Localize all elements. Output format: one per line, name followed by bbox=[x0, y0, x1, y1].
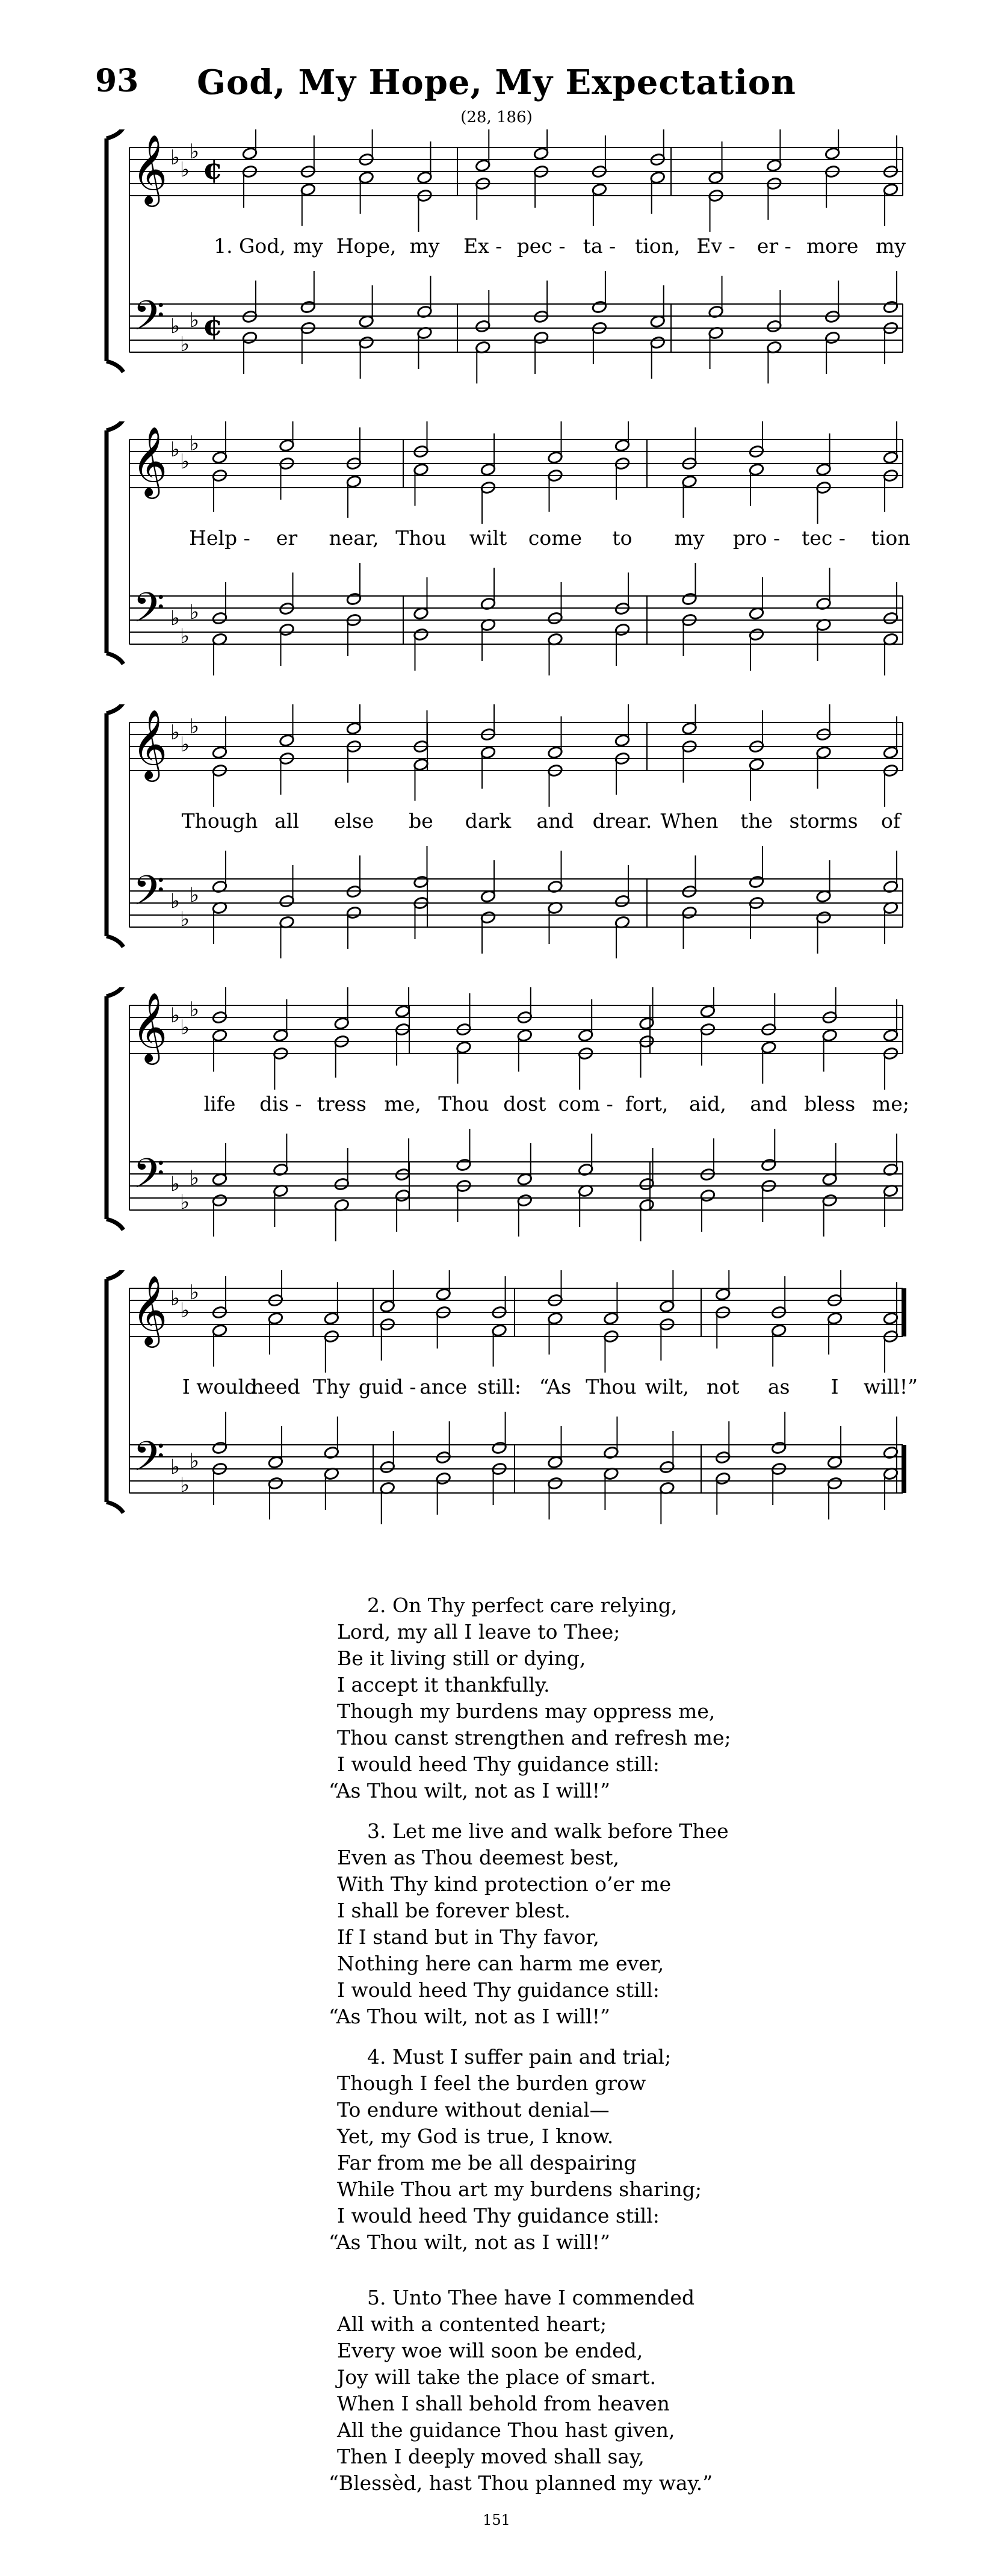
lyric-syllable: Though bbox=[181, 809, 258, 833]
treble-clef-icon: 𝄞 bbox=[132, 709, 168, 779]
bass-clef-icon: 𝄢 bbox=[133, 293, 165, 350]
lyric-syllable: guid - bbox=[358, 1375, 416, 1398]
lyric-syllable: still: bbox=[477, 1375, 522, 1398]
bass-staff bbox=[129, 1445, 903, 1493]
bass-clef-icon: 𝄢 bbox=[133, 585, 165, 642]
lyric-syllable: will!” bbox=[863, 1375, 918, 1398]
lyric-syllable: ta - bbox=[583, 234, 616, 258]
lyric-syllable: Thou bbox=[438, 1092, 489, 1116]
lyric-syllable: er bbox=[276, 526, 298, 550]
svg-text:♭: ♭ bbox=[170, 146, 181, 170]
lyric-syllable: my bbox=[674, 526, 705, 550]
svg-text:♭: ♭ bbox=[170, 438, 181, 462]
verse-line: “Blessèd, hast Thou planned my way.” bbox=[329, 2471, 713, 2495]
hymn-number: 93 bbox=[95, 63, 139, 99]
lyric-syllable: and bbox=[536, 809, 574, 833]
bass-staff bbox=[129, 304, 903, 352]
lyric-syllable: “As bbox=[539, 1375, 572, 1398]
lyric-syllable: wilt bbox=[469, 526, 507, 550]
verse-line: 4. Must I suffer pain and trial; bbox=[367, 2045, 672, 2069]
svg-text:♭: ♭ bbox=[170, 606, 181, 630]
svg-text:♭: ♭ bbox=[190, 1449, 200, 1473]
bass-clef-icon: 𝄢 bbox=[133, 867, 165, 925]
treble-staff bbox=[129, 439, 903, 488]
svg-text:♭: ♭ bbox=[180, 733, 190, 757]
lyric-syllable: me; bbox=[872, 1092, 909, 1116]
verse-line: Thou canst strengthen and refresh me; bbox=[337, 1726, 731, 1749]
verse-line: All with a contented heart; bbox=[337, 2312, 607, 2336]
lyric-syllable: Hope, bbox=[336, 234, 397, 258]
svg-text:♭: ♭ bbox=[180, 907, 190, 931]
verse-line: Be it living still or dying, bbox=[337, 1646, 586, 1670]
verse-line: With Thy kind protection o’er me bbox=[337, 1872, 672, 1896]
lyric-syllable: ance bbox=[419, 1375, 468, 1398]
svg-text:♭: ♭ bbox=[180, 624, 190, 648]
verse-line: Nothing here can harm me ever, bbox=[337, 1952, 664, 1975]
lyric-syllable: tress bbox=[317, 1092, 367, 1116]
lyric-syllable: my bbox=[409, 234, 440, 258]
bass-clef-icon: 𝄢 bbox=[133, 1433, 165, 1491]
verse-block bbox=[329, 2285, 713, 2497]
verse-line: Even as Thou deemest best, bbox=[337, 1846, 620, 1869]
verse-line: I would heed Thy guidance still: bbox=[337, 1752, 660, 1776]
treble-staff bbox=[129, 1288, 903, 1336]
verse-block bbox=[329, 1592, 731, 1804]
verse-line: To endure without denial— bbox=[337, 2098, 610, 2121]
svg-text:♭: ♭ bbox=[180, 1190, 190, 1214]
bass-clef-icon: 𝄢 bbox=[133, 1150, 165, 1208]
lyric-syllable: com - bbox=[558, 1092, 613, 1116]
svg-text:♭: ♭ bbox=[190, 140, 200, 164]
lyric-syllable: Thy bbox=[312, 1375, 350, 1398]
lyric-syllable: heed bbox=[251, 1375, 300, 1398]
lyric-syllable: pec - bbox=[516, 234, 566, 258]
lyric-syllable: tion, bbox=[635, 234, 681, 258]
verse-line: Joy will take the place of smart. bbox=[337, 2365, 656, 2389]
svg-text:♭: ♭ bbox=[170, 721, 181, 745]
system-bracket bbox=[107, 129, 123, 372]
bass-staff bbox=[129, 596, 903, 644]
svg-text:♭: ♭ bbox=[180, 332, 190, 356]
svg-text:♭: ♭ bbox=[180, 450, 190, 474]
lyric-syllable: of bbox=[880, 809, 901, 833]
svg-text:♭: ♭ bbox=[180, 158, 190, 182]
lyric-syllable: 1. God, bbox=[214, 234, 286, 258]
svg-text:♭: ♭ bbox=[190, 308, 200, 332]
verse-line: Every woe will soon be ended, bbox=[337, 2339, 643, 2362]
verse-line: I accept it thankfully. bbox=[337, 1673, 550, 1696]
lyric-syllable: near, bbox=[329, 526, 379, 550]
staff-system bbox=[0, 987, 993, 1267]
svg-text:♭: ♭ bbox=[190, 1280, 200, 1305]
lyric-syllable: wilt, bbox=[645, 1375, 689, 1398]
staff-system bbox=[0, 1270, 993, 1550]
verse-line: When I shall behold from heaven bbox=[337, 2392, 670, 2415]
system-bracket bbox=[107, 1270, 123, 1513]
treble-staff bbox=[129, 1005, 903, 1054]
verse-line: Though I feel the burden grow bbox=[337, 2072, 646, 2095]
treble-clef-icon: 𝄞 bbox=[132, 134, 168, 204]
system-bracket bbox=[107, 421, 123, 664]
hymn-title: God, My Hope, My Expectation bbox=[197, 63, 796, 102]
verse-line: 2. On Thy perfect care relying, bbox=[367, 1594, 678, 1617]
svg-text:♭: ♭ bbox=[170, 1004, 181, 1028]
svg-text:♭: ♭ bbox=[190, 883, 200, 907]
lyric-syllable: and bbox=[750, 1092, 788, 1116]
lyric-syllable: to bbox=[612, 526, 633, 550]
lyric-syllable: dost bbox=[503, 1092, 546, 1116]
staff-system bbox=[0, 704, 993, 984]
lyric-syllable: er - bbox=[756, 234, 791, 258]
lyric-syllable: else bbox=[333, 809, 374, 833]
verse-line: Then I deeply moved shall say, bbox=[337, 2445, 645, 2468]
treble-clef-icon: 𝄞 bbox=[132, 426, 168, 496]
lyric-syllable: come bbox=[528, 526, 583, 550]
lyric-syllable: aid, bbox=[688, 1092, 726, 1116]
verse-line: All the guidance Thou hast given, bbox=[337, 2418, 675, 2442]
lyric-syllable: drear. bbox=[592, 809, 652, 833]
verse-line: If I stand but in Thy favor, bbox=[337, 1925, 599, 1949]
svg-text:♭: ♭ bbox=[180, 1016, 190, 1040]
svg-text:♭: ♭ bbox=[190, 998, 200, 1022]
lyric-syllable: dark bbox=[465, 809, 512, 833]
lyric-line bbox=[189, 526, 910, 550]
verse-line: Far from me be all despairing bbox=[337, 2151, 637, 2174]
verse-block bbox=[329, 2044, 702, 2256]
lyric-syllable: be bbox=[409, 809, 433, 833]
verse-line: Lord, my all I leave to Thee; bbox=[337, 1620, 620, 1643]
svg-text:♭: ♭ bbox=[190, 600, 200, 624]
svg-text:♭: ♭ bbox=[170, 314, 181, 338]
treble-staff bbox=[129, 722, 903, 771]
svg-text:♭: ♭ bbox=[180, 1299, 190, 1323]
lyric-syllable: tion bbox=[871, 526, 911, 550]
lyric-line bbox=[182, 809, 902, 833]
lyric-syllable: Thou bbox=[395, 526, 447, 550]
verse-block bbox=[329, 1818, 729, 2030]
svg-text:♭: ♭ bbox=[180, 1473, 190, 1497]
lyric-syllable: me, bbox=[384, 1092, 421, 1116]
verse-line: While Thou art my burdens sharing; bbox=[337, 2177, 702, 2201]
svg-text:♭: ♭ bbox=[190, 1166, 200, 1190]
tune-meter: (28, 186) bbox=[460, 108, 533, 126]
page-number: 151 bbox=[483, 2512, 510, 2528]
cut-time-icon: ¢ bbox=[203, 309, 223, 343]
verse-line: 5. Unto Thee have I commended bbox=[367, 2286, 695, 2309]
lyric-syllable: I would bbox=[182, 1375, 258, 1398]
lyric-syllable: pro - bbox=[732, 526, 781, 550]
lyric-line bbox=[182, 1375, 918, 1398]
svg-text:♭: ♭ bbox=[190, 715, 200, 739]
treble-clef-icon: 𝄞 bbox=[132, 1274, 168, 1345]
lyric-syllable: as bbox=[767, 1375, 790, 1398]
svg-text:♭: ♭ bbox=[170, 1172, 181, 1196]
verse-line: 3. Let me live and walk before Thee bbox=[367, 1819, 729, 1843]
svg-text:♭: ♭ bbox=[170, 889, 181, 913]
verse-line: Yet, my God is true, I know. bbox=[337, 2124, 614, 2148]
lyric-syllable: Ex - bbox=[463, 234, 503, 258]
system-bracket bbox=[107, 704, 123, 947]
lyric-syllable: the bbox=[740, 809, 773, 833]
lyric-syllable: bless bbox=[804, 1092, 856, 1116]
lyric-syllable: more bbox=[806, 234, 859, 258]
lyric-syllable: dis - bbox=[259, 1092, 302, 1116]
lyric-syllable: life bbox=[203, 1092, 236, 1116]
note-heads bbox=[212, 987, 899, 1241]
svg-text:♭: ♭ bbox=[170, 1286, 181, 1311]
verse-line: I would heed Thy guidance still: bbox=[337, 2204, 660, 2227]
lyric-syllable: I bbox=[831, 1375, 839, 1398]
verse-line: I shall be forever blest. bbox=[337, 1899, 571, 1922]
bass-staff bbox=[129, 1162, 903, 1210]
svg-text:♭: ♭ bbox=[190, 432, 200, 456]
verse-line: “As Thou wilt, not as I will!” bbox=[329, 2005, 610, 2028]
svg-text:♭: ♭ bbox=[170, 1455, 181, 1479]
lyric-syllable: Help - bbox=[189, 526, 250, 550]
cut-time-icon: ¢ bbox=[203, 152, 223, 186]
lyric-syllable: fort, bbox=[625, 1092, 669, 1116]
lyric-line bbox=[214, 234, 906, 258]
verse-line: I would heed Thy guidance still: bbox=[337, 1978, 660, 2002]
lyric-syllable: storms bbox=[789, 809, 858, 833]
lyric-syllable: Thou bbox=[586, 1375, 637, 1398]
lyric-syllable: Ev - bbox=[696, 234, 735, 258]
lyric-syllable: my bbox=[292, 234, 323, 258]
lyric-syllable: tec - bbox=[802, 526, 846, 550]
lyric-syllable: my bbox=[876, 234, 906, 258]
verse-line: Though my burdens may oppress me, bbox=[337, 1699, 716, 1723]
staff-system bbox=[0, 421, 993, 701]
treble-clef-icon: 𝄞 bbox=[132, 992, 168, 1062]
verse-line: “As Thou wilt, not as I will!” bbox=[329, 2230, 610, 2254]
lyric-line bbox=[204, 1092, 909, 1116]
lyric-syllable: When bbox=[660, 809, 719, 833]
verse-line: “As Thou wilt, not as I will!” bbox=[329, 1779, 610, 1802]
system-bracket bbox=[107, 987, 123, 1230]
lyric-syllable: not bbox=[707, 1375, 740, 1398]
bass-staff bbox=[129, 879, 903, 927]
lyric-syllable: all bbox=[274, 809, 299, 833]
staff-system bbox=[0, 129, 993, 409]
treble-staff bbox=[129, 147, 903, 196]
